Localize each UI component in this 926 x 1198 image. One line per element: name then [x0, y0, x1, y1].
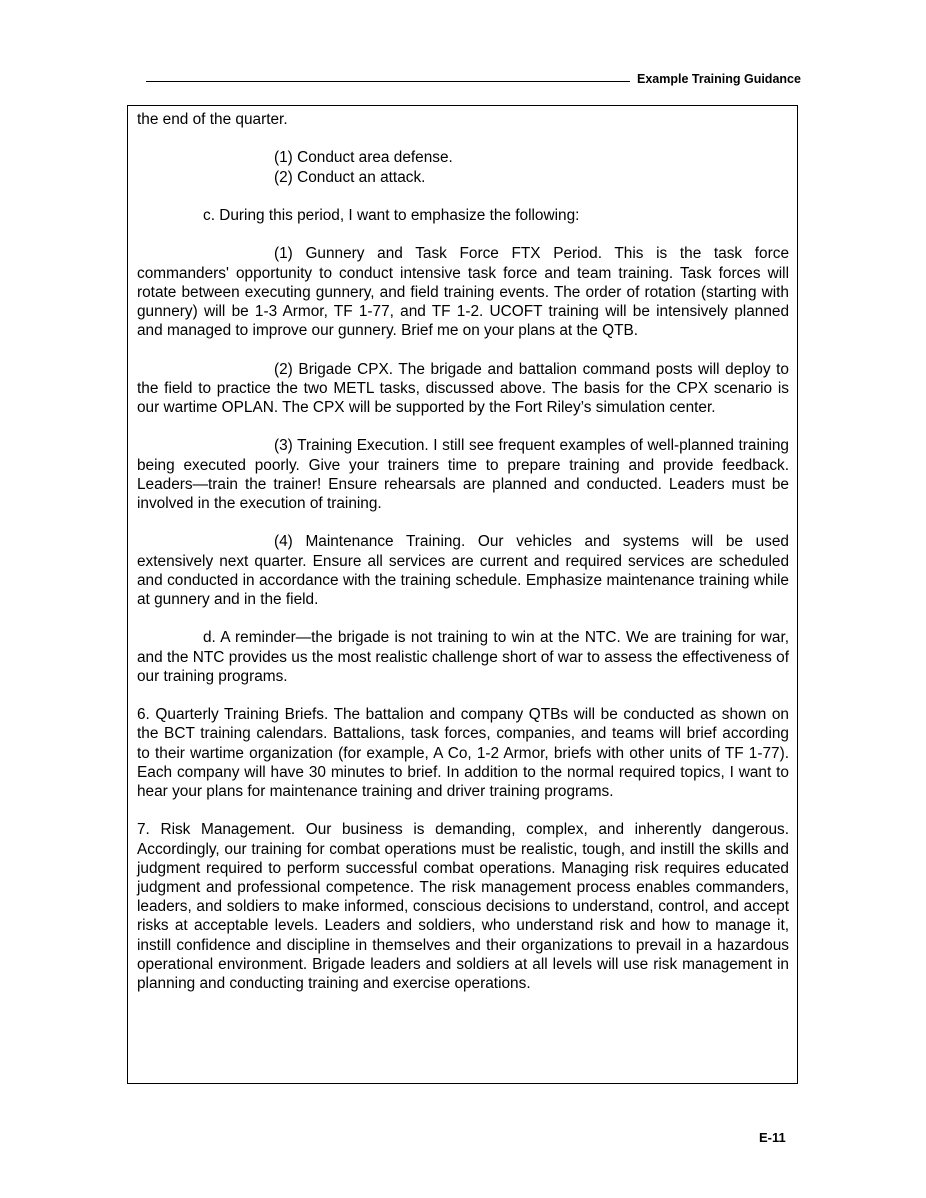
header-title: Example Training Guidance: [637, 72, 801, 86]
paragraph-c3: (3) Training Execution. I still see frequent examples of well-planned training being executed poorly. Give your trainers time to prepare training and provide feedback. Leaders—train the trainer! Ensure rehearsals are planned and conducted. Leaders must be involved in the execution of training.: [137, 437, 789, 512]
paragraph-c4: (4) Maintenance Training. Our vehicles and systems will be used extensively next quarter. Ensure all services are current and required services are scheduled and conducted in accordance with the training schedule. Emphasize maintenance training while at gunnery and in the field.: [137, 533, 789, 608]
paragraph-c2: (2) Brigade CPX. The brigade and battalion command posts will deploy to the field to practice the two METL tasks, discussed above. The basis for the CPX scenario is our wartime OPLAN. The CPX will be supported by the Fort Riley’s simulation center.: [137, 360, 789, 416]
document-body: [137, 110, 789, 993]
list-item: (1) Conduct area defense.: [274, 149, 453, 167]
list-item: (2) Conduct an attack.: [274, 168, 426, 186]
paragraph-6: 6. Quarterly Training Briefs. The battalion and company QTBs will be conducted as shown on the BCT training calendars. Battalions, task forces, companies, and teams will brief according to their wartime organization (for example, A Co, 1-2 Armor, briefs with other units of TF 1-77). Each company will have 30 minutes to brief. In addition to the normal required topics, I want to hear your plans for maintenance training and driver training programs.: [137, 706, 789, 800]
paragraph-c-intro: c. During this period, I want to emphasize the following:: [203, 206, 580, 224]
lead-text: the end of the quarter.: [137, 111, 288, 128]
paragraph-d: d. A reminder—the brigade is not training to win at the NTC. We are training for war, and the NTC provides us the most realistic challenge short of war to assess the effectiveness of our training programs.: [137, 629, 789, 685]
header-rule: [146, 81, 630, 82]
page-number: E-11: [759, 1130, 786, 1145]
paragraph-c1: (1) Gunnery and Task Force FTX Period. This is the task force commanders' opportunity to conduct intensive task force and team training. Task forces will rotate between executing gunnery, and field training events. The order of rotation (starting with gunnery) will be 1-3 Armor, TF 1-77, and TF 1-2. UCOFT training will be intensively planned and managed to improve our gunnery. Brief me on your plans at the QTB.: [137, 245, 789, 340]
paragraph-7: 7. Risk Management. Our business is demanding, complex, and inherently dangerous. Accordingly, our training for combat operations must be realistic, tough, and instill the skills and judgment required to perform successful combat operations. Managing risk requires educated judgment and professional competence. The risk management process enables commanders, leaders, and soldiers to make informed, conscious decisions to understand, control, and accept risks at acceptable levels. Leaders and soldiers, who understand risk and how to manage it, instill confidence and discipline in themselves and their organizations to prevail in a hazardous operational environment. Brigade leaders and soldiers at all levels will use risk management in planning and conducting training and exercise operations.: [137, 821, 789, 992]
